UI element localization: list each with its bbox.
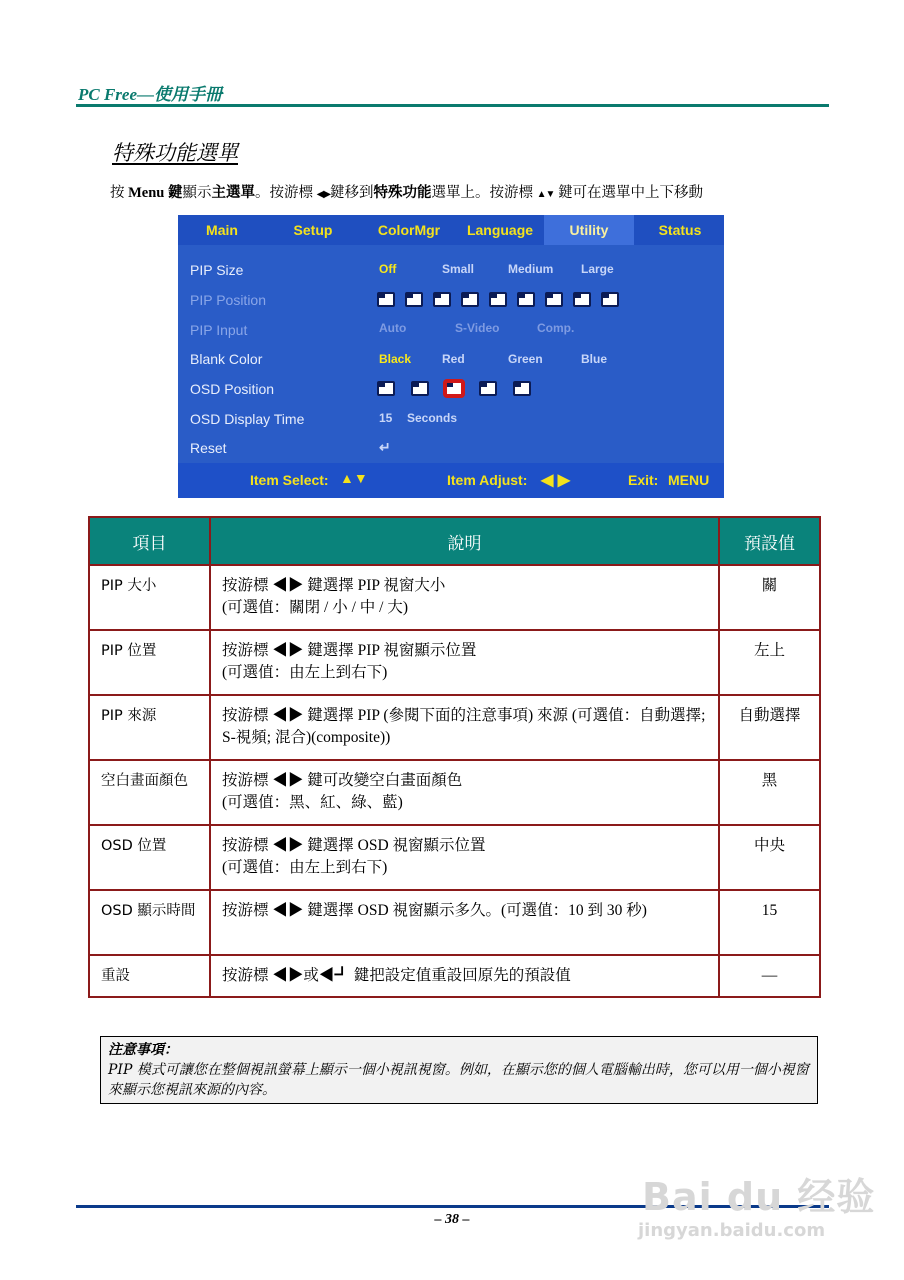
table-row	[89, 890, 820, 955]
opt-blue[interactable]: Blue	[581, 352, 608, 366]
cell-item: 空白畫面顏色	[89, 760, 210, 825]
cell-default: 中央	[719, 825, 820, 890]
row-pip-input[interactable]: PIP Input	[190, 322, 248, 338]
opt-comp[interactable]: Comp.	[537, 321, 575, 335]
table-row	[89, 760, 820, 825]
exit-label: Exit:	[628, 472, 659, 488]
opt-green[interactable]: Green	[508, 352, 543, 366]
pip-pos-1-icon[interactable]	[377, 292, 395, 307]
watermark-brand: Bai du 经验	[642, 1175, 876, 1219]
cell-default: 關	[719, 565, 820, 630]
tab-language[interactable]: Language	[466, 222, 534, 238]
header-rule	[76, 104, 829, 107]
cell-item: OSD 顯示時間	[89, 890, 210, 955]
row-pip-size[interactable]: PIP Size	[190, 262, 244, 278]
pip-pos-5-icon[interactable]	[489, 292, 507, 307]
pip-pos-8-icon[interactable]	[573, 292, 591, 307]
watermark-url: jingyan.baidu.com	[638, 1220, 826, 1241]
cell-description: 按游標 ◀▶ 鍵選擇 PIP (參閱下面的注意事項) 來源 (可選值：自動選擇; S-視頻; 混合)(composite))	[210, 695, 719, 760]
item-select-label: Item Select:	[250, 472, 329, 488]
pip-pos-9-icon[interactable]	[601, 292, 619, 307]
exit-key: MENU	[668, 472, 710, 488]
opt-large[interactable]: Large	[581, 262, 614, 276]
cell-default: 15	[719, 890, 820, 955]
osd-pos-4-icon[interactable]	[479, 381, 497, 396]
note-box	[100, 1036, 818, 1104]
row-osd-position[interactable]: OSD Position	[190, 381, 275, 397]
up-down-arrows-icon: ▲▼	[340, 470, 368, 486]
table-row	[89, 955, 820, 997]
table-row	[89, 630, 820, 695]
row-pip-position[interactable]: PIP Position	[190, 292, 267, 308]
cell-description: 按游標 ◀▶ 鍵可改變空白畫面顏色 (可選值：黑、紅、綠、藍)	[210, 760, 719, 825]
pip-pos-4-icon[interactable]	[461, 292, 479, 307]
section-title: 特殊功能選單	[112, 141, 238, 165]
cell-default: 左上	[719, 630, 820, 695]
note-body: PIP 模式可讓您在整個視訊螢幕上顯示一個小視訊視窗。例如，在顯示您的個人電腦輸出時，您可以用一個小視窗來顯示您視訊來源的內容。	[108, 1062, 809, 1098]
opt-small[interactable]: Small	[442, 262, 475, 276]
page-number: – 38 –	[434, 1212, 470, 1227]
settings-table	[88, 516, 821, 998]
intro-text: 按 Menu 鍵顯示主選單。按游標 ◀▶鍵移到特殊功能選單上。按游標 ▲▼ 鍵可在選單中上下移動	[110, 185, 704, 201]
opt-off[interactable]: Off	[379, 262, 397, 276]
opt-medium[interactable]: Medium	[508, 262, 554, 276]
table-header-row	[89, 517, 820, 565]
table-row	[89, 825, 820, 890]
row-osd-display-time[interactable]: OSD Display Time	[190, 411, 305, 427]
pip-pos-3-icon[interactable]	[433, 292, 451, 307]
tab-setup[interactable]: Setup	[293, 222, 333, 238]
opt-black[interactable]: Black	[379, 352, 412, 366]
osd-time-value[interactable]: 15	[379, 411, 393, 425]
cell-item: PIP 大小	[89, 565, 210, 630]
tab-colormgr[interactable]: ColorMgr	[377, 222, 441, 238]
cell-item: PIP 位置	[89, 630, 210, 695]
tab-main[interactable]: Main	[206, 222, 238, 238]
header-title: PC Free—使用手冊	[78, 85, 223, 104]
cell-default: —	[719, 955, 820, 997]
osd-menu	[178, 215, 724, 498]
osd-footer	[178, 463, 724, 498]
osd-pos-2-icon[interactable]	[411, 381, 429, 396]
cell-item: OSD 位置	[89, 825, 210, 890]
up-down-arrows-icon: ▲▼	[536, 189, 555, 200]
osd-tab-bar	[178, 215, 724, 245]
header-description: 說明	[210, 517, 719, 565]
note-title: 注意事項：	[108, 1042, 178, 1058]
table-row	[89, 565, 820, 630]
cell-default: 自動選擇	[719, 695, 820, 760]
row-reset[interactable]: Reset	[190, 440, 227, 456]
left-right-arrows-icon: ◀ ▶	[541, 472, 571, 489]
osd-time-unit: Seconds	[407, 411, 458, 425]
opt-auto[interactable]: Auto	[379, 321, 407, 335]
cell-description: 按游標 ◀▶或◀┛ 鍵把設定值重設回原先的預設值	[210, 955, 719, 997]
pip-pos-7-icon[interactable]	[545, 292, 563, 307]
row-blank-color[interactable]: Blank Color	[190, 351, 263, 367]
pip-pos-2-icon[interactable]	[405, 292, 423, 307]
table-row	[89, 695, 820, 760]
left-right-arrows-icon: ◀▶	[316, 189, 331, 200]
opt-s-video[interactable]: S-Video	[455, 321, 500, 335]
osd-pos-center-icon[interactable]	[445, 381, 463, 396]
cell-item: PIP 來源	[89, 695, 210, 760]
enter-icon[interactable]: ↵	[379, 439, 391, 455]
tab-status[interactable]: Status	[658, 222, 702, 238]
cell-item: 重設	[89, 955, 210, 997]
header-default: 預設值	[719, 517, 820, 565]
header-item: 項目	[89, 517, 210, 565]
opt-red[interactable]: Red	[442, 352, 465, 366]
cell-default: 黑	[719, 760, 820, 825]
cell-description: 按游標 ◀▶ 鍵選擇 OSD 視窗顯示位置 (可選值：由左上到右下)	[210, 825, 719, 890]
item-adjust-label: Item Adjust:	[447, 472, 528, 488]
baidu-watermark	[638, 1166, 876, 1241]
osd-pos-1-icon[interactable]	[377, 381, 395, 396]
osd-pos-5-icon[interactable]	[513, 381, 531, 396]
pip-pos-6-icon[interactable]	[517, 292, 535, 307]
cell-description: 按游標 ◀▶ 鍵選擇 PIP 視窗顯示位置 (可選值：由左上到右下)	[210, 630, 719, 695]
tab-utility[interactable]: Utility	[544, 215, 634, 245]
cell-description: 按游標 ◀▶ 鍵選擇 OSD 視窗顯示多久。(可選值：10 到 30 秒)	[210, 890, 719, 955]
cell-description: 按游標 ◀▶ 鍵選擇 PIP 視窗大小 (可選值：關閉 / 小 / 中 / 大)	[210, 565, 719, 630]
